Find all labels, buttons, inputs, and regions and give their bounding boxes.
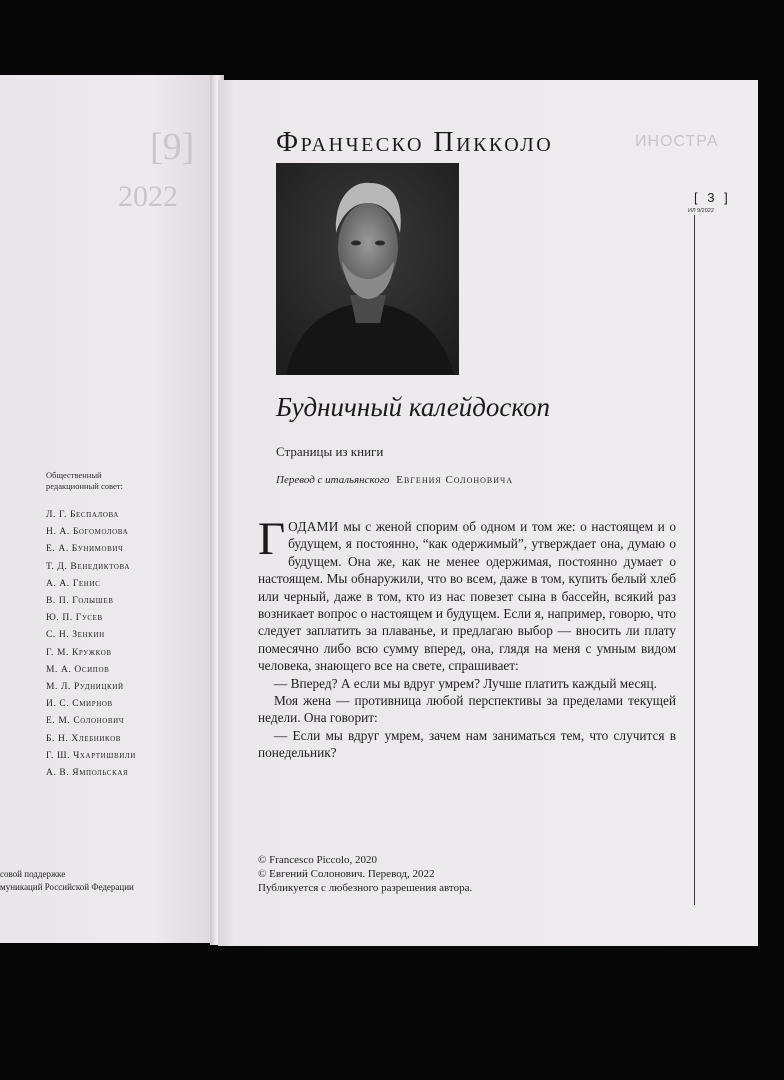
- paragraph: [258, 513, 676, 675]
- board-member: Т. Д. Венедиктова: [46, 561, 130, 572]
- issue-label: ИЛ 9/2022: [688, 208, 714, 214]
- board-member: С. Н. Зенкин: [46, 630, 105, 641]
- board-member: Ю. П. Гусев: [46, 613, 103, 624]
- board-member: Б. Н. Хлебников: [46, 733, 122, 744]
- first-word: ОДАМИ: [288, 519, 339, 534]
- translation-lead: Перевод с итальянского: [276, 474, 390, 486]
- work-title: Будничный калейдоскоп: [276, 392, 550, 422]
- board-member: Л. Г. Беспалова: [46, 510, 119, 520]
- paragraph: — Если мы вдруг умрем, зачем нам заниматься тем, что случится в понедельник?: [258, 727, 676, 761]
- board-member: И. С. Смирнов: [46, 699, 113, 710]
- board-member: Е. А. Бунимович: [46, 544, 124, 555]
- board-member: Н. А. Богомолова: [46, 527, 129, 538]
- bleed-through-text: 2022: [118, 180, 178, 213]
- board-member: Г. М. Кружков: [46, 647, 112, 658]
- author-portrait-image: [276, 163, 459, 375]
- copyright-block: [258, 853, 472, 895]
- translator-name: Евгения Солоновича: [396, 474, 514, 486]
- board-member: А. В. Ямпольская: [46, 768, 129, 779]
- translation-credit: [276, 474, 513, 486]
- paragraph: — Вперед? А если мы вдруг умрем? Лучше платить каждый месяц.: [274, 675, 657, 691]
- board-member: М. Л. Рудницкий: [46, 682, 124, 693]
- support-note: совой поддержке муникаций Российской Федерации: [0, 869, 134, 892]
- article-body: [258, 513, 676, 762]
- copyright-line: © Francesco Piccolo, 2020: [258, 854, 377, 866]
- author-name: Франческо Пикколо: [276, 127, 554, 158]
- bleed-through-header: ИНОСТРА: [635, 133, 719, 150]
- bleed-through-text: [9]: [150, 126, 195, 168]
- permission-note: Публикуется с любезного разрешения автора.: [258, 882, 473, 894]
- paragraph: Моя жена — противница любой перспективы за пределами текущей недели. Она говорит:: [258, 693, 676, 726]
- board-title: Общественный редакционный совет:: [46, 470, 123, 491]
- margin-rule: [694, 215, 695, 905]
- copyright-line: © Евгений Солонович. Перевод, 2022: [258, 868, 435, 880]
- author-photo: [276, 163, 459, 375]
- board-member: Е. М. Солонович: [46, 716, 124, 727]
- paragraph-text: мы с женой спорим об одном и том же: о настоящем и о будущем, я постоянно, “как одержимый”, утверждает она, думаю о будущем. Она же, как не менее одержимая, постоянно думает о настоящем. Мы обнаружили, что во всем, даже в том, купить белый хлеб или черный, даже в том, кто из нас повезет сына в бассейн, всякий раз возникает вопрос о настоящем и будущем. Если я, например, говорю, что следует заплатить за плаванье, и предлагаю выбор — вносить ли плату помесячно либо всю сумму вперед, она, глядя на меня с умным видом человека, знающего все на свете, спрашивает:: [258, 519, 676, 674]
- subtitle: Страницы из книги: [276, 444, 384, 459]
- board-member-list: [46, 507, 136, 782]
- drop-cap: Г: [258, 513, 286, 565]
- board-member: М. А. Осипов: [46, 664, 110, 675]
- page-number: [ 3 ]: [694, 190, 731, 205]
- left-page: [0, 75, 218, 943]
- board-member: А. А. Генис: [46, 578, 101, 589]
- board-member: В. П. Голышев: [46, 596, 114, 607]
- board-member: Г. Ш. Чхартишвили: [46, 750, 136, 761]
